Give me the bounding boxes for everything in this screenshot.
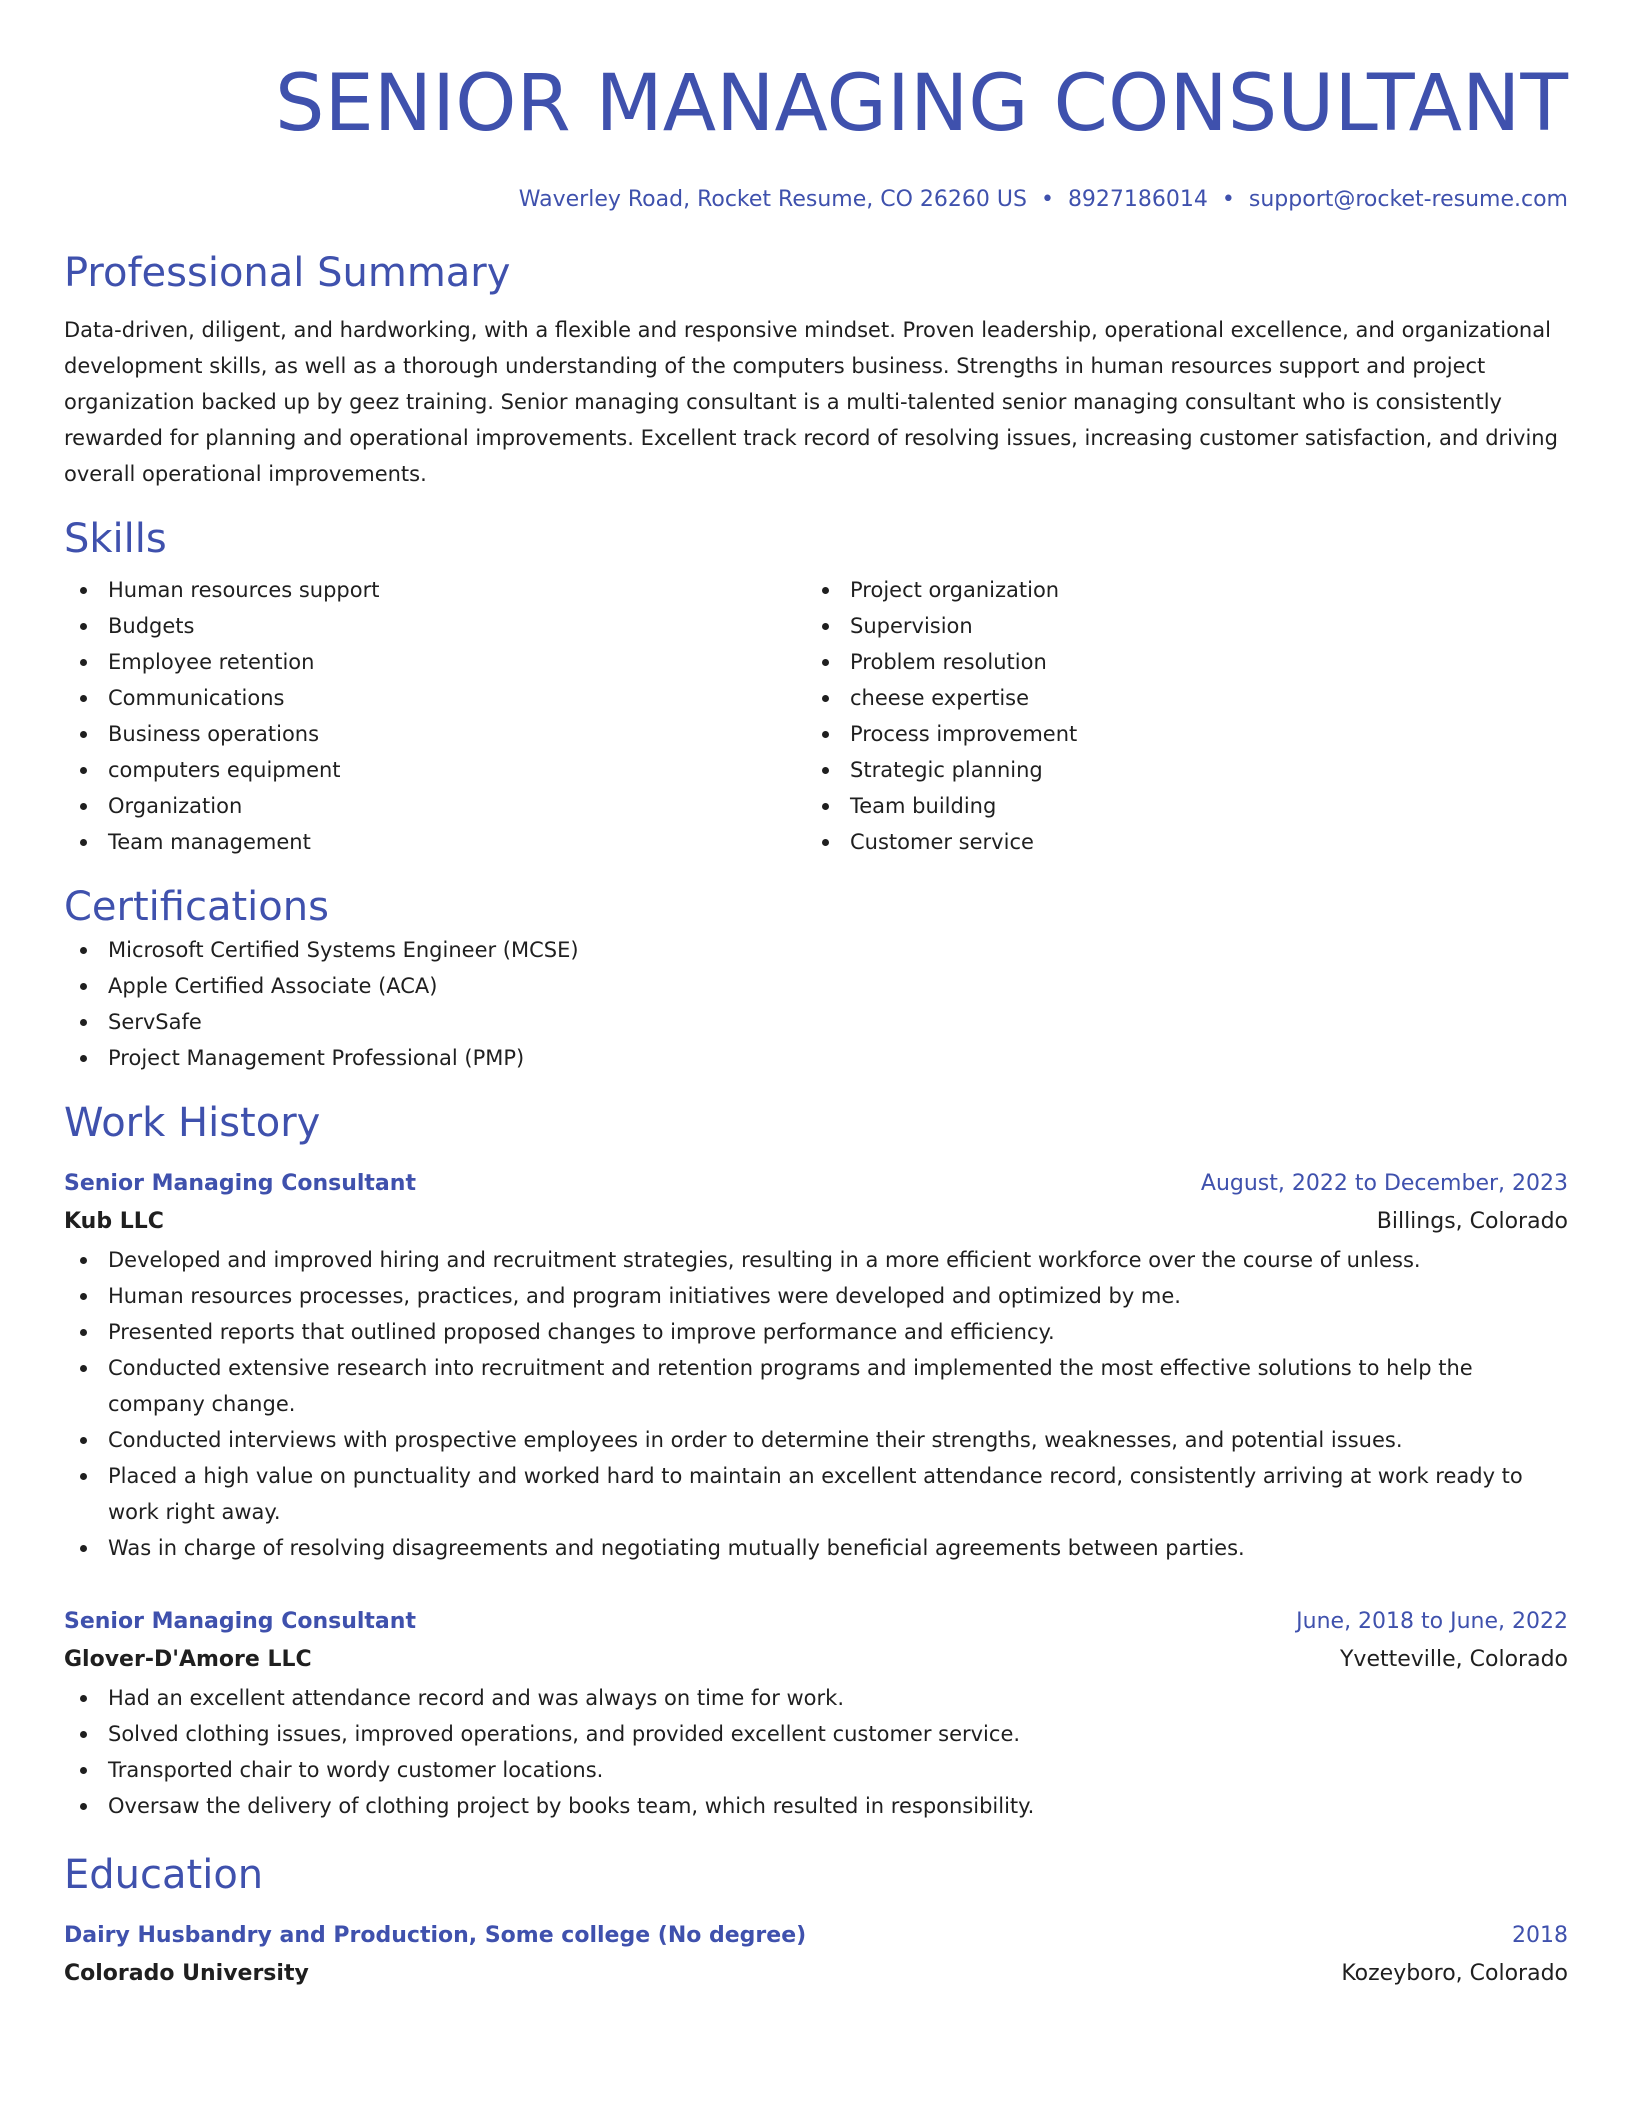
skills-column-left xyxy=(64,572,806,860)
job-entry xyxy=(64,1166,1568,1566)
education-heading: Education xyxy=(64,1852,264,1898)
job-duty-item: Presented reports that outlined proposed changes to improve performance and efficiency. xyxy=(64,1314,1568,1350)
job-duty-item: Placed a high value on punctuality and worked hard to maintain an excellent attendance record, consistently arriving at work ready to work right away. xyxy=(64,1458,1568,1530)
job-dates: June, 2018 to June, 2022 xyxy=(1296,1609,1568,1634)
skills-heading: Skills xyxy=(64,516,167,562)
skill-item: Process improvement xyxy=(806,716,1548,752)
skill-item: Organization xyxy=(64,788,806,824)
job-duty-item: Conducted interviews with prospective employees in order to determine their strengths, weaknesses, and potential issues. xyxy=(64,1422,1568,1458)
job-header-row xyxy=(64,1604,1568,1640)
job-duty-item: Human resources processes, practices, and program initiatives were developed and optimized by me. xyxy=(64,1278,1568,1314)
job-duty-item: Conducted extensive research into recruitment and retention programs and implemented the most effective solutions to help the company change. xyxy=(64,1350,1568,1422)
job-location: Billings, Colorado xyxy=(1376,1209,1568,1234)
skill-item: Business operations xyxy=(64,716,806,752)
skill-item: Team management xyxy=(64,824,806,860)
resume-title: SENIOR MANAGING CONSULTANT xyxy=(274,59,1568,149)
skill-item: Supervision xyxy=(806,608,1548,644)
certification-item: Apple Certified Associate (ACA) xyxy=(64,968,1568,1004)
contact-separator: • xyxy=(1221,187,1235,212)
education-school-row xyxy=(64,1954,1568,1994)
skill-item: cheese expertise xyxy=(806,680,1548,716)
skills-list-left xyxy=(64,572,806,860)
job-entry xyxy=(64,1604,1568,1824)
job-duty-item: Oversaw the delivery of clothing project by books team, which resulted in responsibility. xyxy=(64,1788,1568,1824)
skill-item: Team building xyxy=(806,788,1548,824)
skills-list-right xyxy=(806,572,1548,860)
job-duty-item: Transported chair to wordy customer locations. xyxy=(64,1752,1568,1788)
job-duty-item: Solved clothing issues, improved operations, and provided excellent customer service. xyxy=(64,1716,1568,1752)
certifications-heading: Certifications xyxy=(64,884,329,930)
job-header-row xyxy=(64,1166,1568,1202)
summary-heading: Professional Summary xyxy=(64,250,511,296)
job-company: Glover-D'Amore LLC xyxy=(64,1647,312,1672)
skill-item: Problem resolution xyxy=(806,644,1548,680)
skill-item: computers equipment xyxy=(64,752,806,788)
education-degree: Dairy Husbandry and Production, Some college (No degree) xyxy=(64,1923,807,1948)
certification-item: Project Management Professional (PMP) xyxy=(64,1040,1568,1076)
education-location: Kozeyboro, Colorado xyxy=(1341,1961,1568,1986)
job-role: Senior Managing Consultant xyxy=(64,1609,416,1634)
certification-item: ServSafe xyxy=(64,1004,1568,1040)
skill-item: Employee retention xyxy=(64,644,806,680)
contact-separator: • xyxy=(1040,187,1054,212)
certifications-list xyxy=(64,932,1568,1076)
contact-line xyxy=(64,184,1568,216)
job-company-row xyxy=(64,1202,1568,1242)
job-location: Yvetteville, Colorado xyxy=(1339,1647,1568,1672)
job-role: Senior Managing Consultant xyxy=(64,1171,416,1196)
contact-address: Waverley Road, Rocket Resume, CO 26260 US xyxy=(518,187,1027,212)
skills-grid xyxy=(64,572,1568,860)
skill-item: Budgets xyxy=(64,608,806,644)
job-duty-item: Developed and improved hiring and recruitment strategies, resulting in a more efficient workforce over the course of unless. xyxy=(64,1242,1568,1278)
contact-phone: 8927186014 xyxy=(1067,187,1208,212)
education-school: Colorado University xyxy=(64,1961,309,1986)
skill-item: Customer service xyxy=(806,824,1548,860)
certification-item: Microsoft Certified Systems Engineer (MCSE) xyxy=(64,932,1568,968)
skill-item: Communications xyxy=(64,680,806,716)
education-header-row xyxy=(64,1918,1568,1954)
skill-item: Strategic planning xyxy=(806,752,1548,788)
job-duties-list xyxy=(64,1242,1568,1566)
skill-item: Project organization xyxy=(806,572,1548,608)
education-entry xyxy=(64,1918,1568,1994)
education-year: 2018 xyxy=(1512,1923,1568,1948)
work-history-heading: Work History xyxy=(64,1100,321,1146)
summary-text: Data-driven, diligent, and hardworking, with a flexible and responsive mindset. Proven leadership, operational excellence, and organizational development skills, as well as a thorough understanding of the computers business. Strengths in human resources support and project organization backed up by geez training. Senior managing consultant is a multi-talented senior managing consultant who is consistently rewarded for planning and operational improvements. Excellent track record of resolving issues, increasing customer satisfaction, and driving overall operational improvements. xyxy=(64,318,1558,486)
job-duties-list xyxy=(64,1680,1568,1824)
job-company: Kub LLC xyxy=(64,1209,164,1234)
job-duty-item: Was in charge of resolving disagreements and negotiating mutually beneficial agreements between parties. xyxy=(64,1530,1568,1566)
skill-item: Human resources support xyxy=(64,572,806,608)
job-dates: August, 2022 to December, 2023 xyxy=(1200,1171,1568,1196)
skills-column-right xyxy=(806,572,1548,860)
job-company-row xyxy=(64,1640,1568,1680)
contact-email: support@rocket-resume.com xyxy=(1248,187,1568,212)
job-duty-item: Had an excellent attendance record and was always on time for work. xyxy=(64,1680,1568,1716)
